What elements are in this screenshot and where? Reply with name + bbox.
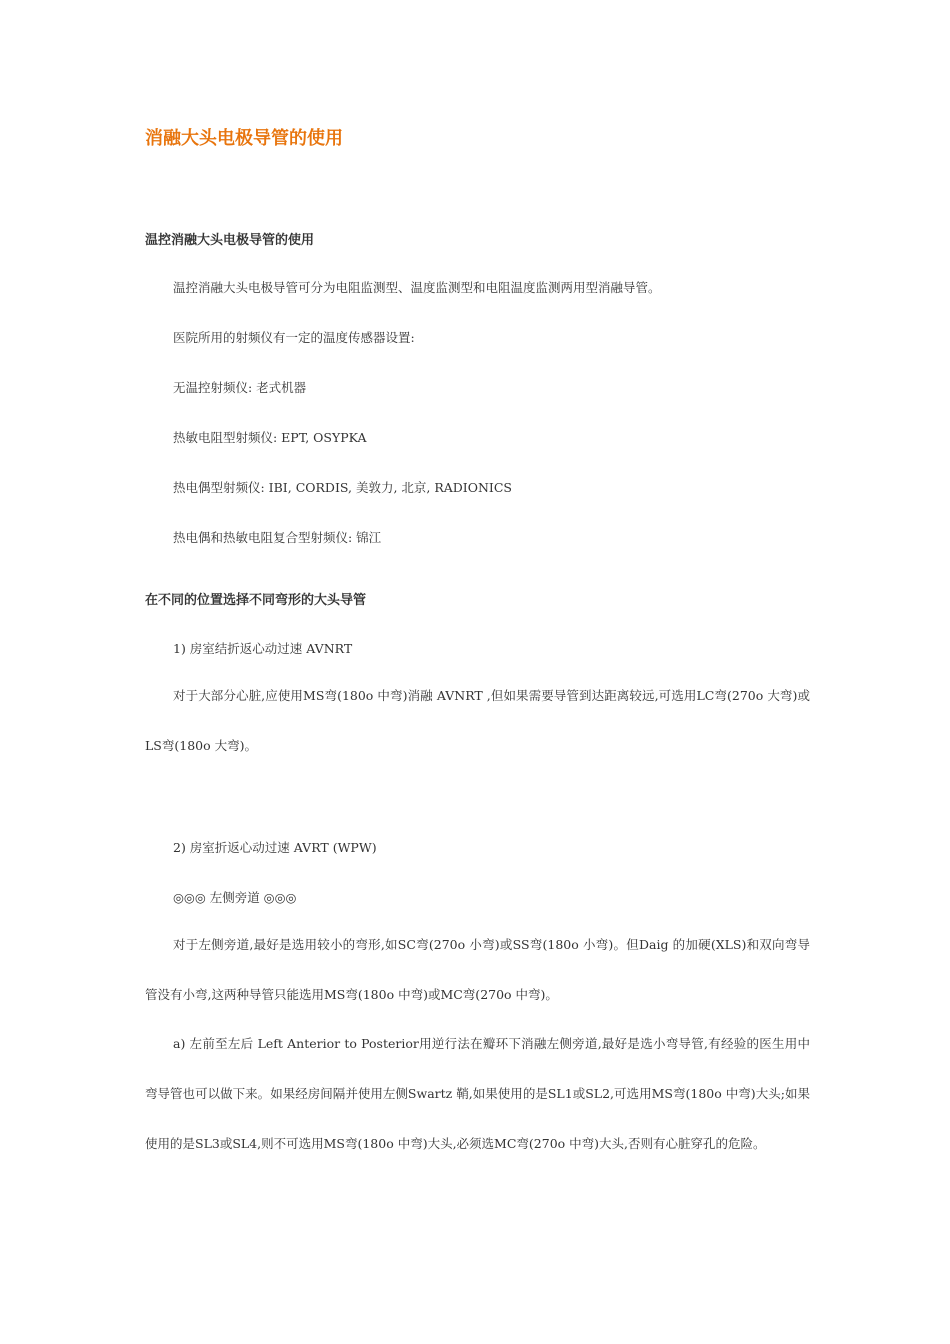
paragraph-no-temp-control: 无温控射频仪: 老式机器	[173, 380, 307, 395]
paragraph-catheter-types: 温控消融大头电极导管可分为电阻监测型、温度监测型和电阻温度监测两用型消融导管。	[173, 280, 661, 295]
item-avnrt-label: 1) 房室结折返心动过速 AVNRT	[173, 641, 353, 656]
paragraph-composite-type: 热电偶和热敏电阻复合型射频仪: 锦江	[173, 530, 382, 545]
paragraph-thermocouple-type: 热电偶型射频仪: IBI, CORDIS, 美敦力, 北京, RADIONICS	[173, 480, 512, 495]
section-heading-temperature-control: 温控消融大头电极导管的使用	[145, 233, 315, 248]
item-avrt-label: 2) 房室折返心动过速 AVRT (WPW)	[173, 840, 377, 855]
page-title: 消融大头电极导管的使用	[145, 128, 343, 149]
paragraph-left-anterior-posterior: a) 左前至左后 Left Anterior to Posterior用逆行法在瓣环下消融左侧旁道,最好是选小弯导管,有经验的医生用中弯导管也可以做下来。如果经房间隔并使用左侧Swartz 鞘,如果使用的是SL1或SL2,可选用MS弯(180o 中弯)大头;如果使用的是SL3或SL4,则不可选用MS弯(180o 中弯)大头,必须选MC弯(270o 中弯)大头,否则有心脏穿孔的危险。	[145, 1036, 810, 1151]
paragraph-sensor-settings: 医院所用的射频仪有一定的温度传感器设置:	[173, 330, 415, 345]
paragraph-thermistor-type: 热敏电阻型射频仪: EPT, OSYPKA	[173, 430, 367, 445]
paragraph-left-pathway-text: 对于左侧旁道,最好是选用较小的弯形,如SC弯(270o 小弯)或SS弯(180o 小弯)。但Daig 的加硬(XLS)和双向弯导管没有小弯,这两种导管只能选用MS弯(180o 中弯)或MC弯(270o 中弯)。	[145, 937, 810, 1002]
paragraph-avnrt-text: 对于大部分心脏,应使用MS弯(180o 中弯)消融 AVNRT ,但如果需要导管到达距离较远,可选用LC弯(270o 大弯)或LS弯(180o 大弯)。	[145, 688, 810, 753]
left-pathway-label: ◎◎◎ 左侧旁道 ◎◎◎	[173, 890, 297, 905]
section-heading-curve-selection: 在不同的位置选择不同弯形的大头导管	[145, 593, 367, 608]
